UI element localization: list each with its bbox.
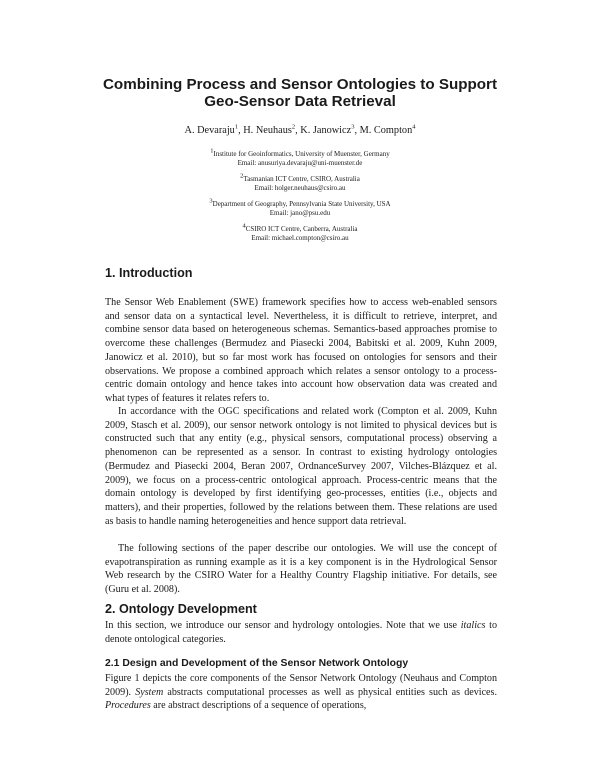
author-1-mark: 1 (234, 123, 239, 131)
author-2: H. Neuhaus (243, 125, 292, 136)
subsection-heading-sensor-network: 2.1 Design and Development of the Sensor Network Ontology (105, 658, 409, 669)
ontology-development-paragraph (105, 619, 497, 646)
text-run: Figure 1 depicts the core components of the Sensor Network Ontology (Neuhaus and Compton 2009). (105, 673, 497, 698)
affiliation-2 (0, 172, 600, 193)
author-list (0, 124, 600, 137)
section-heading-ontology-development: 2. Ontology Development (105, 602, 257, 616)
author-4: M. Compton (359, 125, 413, 136)
section-heading-introduction: 1. Introduction (105, 266, 193, 280)
italic-term: Procedures (105, 700, 151, 712)
sensor-network-paragraph (105, 672, 497, 713)
title-line-1: Combining Process and Sensor Ontologies to Support (102, 76, 498, 93)
author-separator: , (295, 125, 301, 136)
text-run: are abstract descriptions of a sequence of operations, (150, 700, 367, 712)
affiliation-name: Tasmanian ICT Centre, CSIRO, Australia (243, 175, 360, 183)
paper-title (0, 76, 600, 110)
italic-term: italics (460, 620, 486, 631)
title-line-2: Geo-Sensor Data Retrieval (204, 93, 396, 110)
author-separator: , (238, 125, 244, 136)
affiliation-name: Department of Geography, Pennsylvania State University, USA (212, 200, 391, 208)
affiliation-mark: 4 (242, 222, 246, 230)
author-3-mark: 3 (351, 123, 355, 131)
introduction-paragraph-2: In accordance with the OGC specifications and related work (Compton et al. 2009, Kuhn 2009, Stasch et al. 2009), our sensor network ontology is not limited to physical devices but is constructed such that any entity (e.g., physical sensors, computational process) observing a phenomenon can be represented as a sensor. In contrast to existing hydrology ontologies (Bermudez and Piasecki 2004, Beran 2007, OrdnanceSurvey 2007, Vilches-Blázquez et al. 2009), we focus on a process-centric ontological approach. Process-centric means that the domain ontology is developed by first identifying geo-processes, entities (i.e., objects and matters), and their properties, followed by the relations between them. These relations are used as basis to handle naming heterogeneities and hence support data retrieval. (105, 406, 497, 527)
author-4-mark: 4 (412, 123, 416, 131)
affiliation-mark: 3 (209, 197, 213, 205)
affiliation-email: Email: anusuriya.devaraju@uni-muenster.de (237, 159, 363, 167)
affiliation-mark: 1 (210, 147, 214, 155)
text-run: to denote ontological categories. (105, 620, 497, 645)
affiliation-4 (0, 222, 600, 243)
affiliation-name: Institute for Geoinformatics, University of Muenster, Germany (213, 150, 390, 158)
author-2-mark: 2 (291, 123, 296, 131)
text-run: In this section, we introduce our sensor and hydrology ontologies. Note that we use (105, 620, 461, 631)
affiliation-mark: 2 (240, 172, 244, 180)
affiliation-3 (0, 197, 600, 218)
introduction-paragraph-1: The Sensor Web Enablement (SWE) framework specifies how to access web-enabled sensors and sensor data on a syntactical level. Nevertheless, it is difficult to retrieve, interpret, and combine sensor data based on heterogeneous schemas. Semantics-based approaches promise to overcome these challenges (Bermudez and Piasecki 2004, Babitski et al. 2009, Kuhn 2009, Janowicz et al. 2010), but so far most work has focused on ontologies for sensors and their observations. We propose a combined approach which relates a sensor ontology to a process-centric domain ontology and hence takes into account how observation data was created and what types of features it relates refers to. (105, 297, 497, 404)
affiliation-name: CSIRO ICT Centre, Canberra, Australia (245, 225, 358, 233)
author-3: K. Janowicz (300, 125, 352, 136)
introduction-paragraph-3: The following sections of the paper describe our ontologies. We will use the concept of evapotranspiration as running example as it is a key component is in the Hydrological Sensor Web research by the CSIRO Water for a Healthy Country Flagship initiative. For details, see (Guru et al. 2008). (105, 543, 497, 596)
text-run: abstracts computational processes as well as physical entities such as devices. (163, 686, 497, 698)
affiliation-email: Email: holger.neuhaus@csiro.au (254, 184, 346, 192)
author-separator: , (354, 125, 360, 136)
affiliation-email: Email: jano@psu.edu (269, 209, 331, 217)
italic-term: System (135, 686, 164, 698)
affiliation-email: Email: michael.compton@csiro.au (251, 234, 349, 242)
author-1: A. Devaraju (184, 125, 235, 136)
affiliation-1 (0, 147, 600, 168)
